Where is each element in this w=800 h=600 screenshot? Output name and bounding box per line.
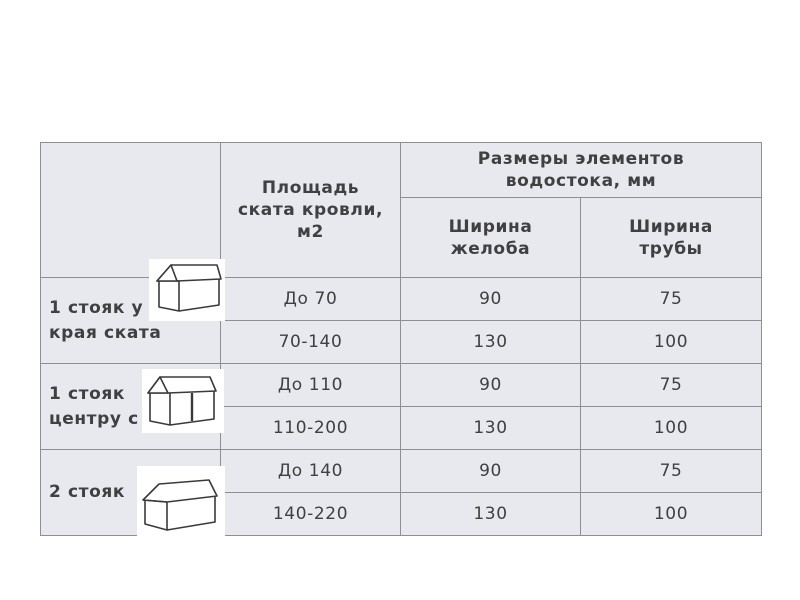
row-label-line-1: 2 стояк xyxy=(49,482,126,502)
cell-pipe-width: 100 xyxy=(581,407,762,450)
cell-area: 140-220 xyxy=(221,493,401,536)
cell-pipe-width: 75 xyxy=(581,450,762,493)
cell-gutter-width: 90 xyxy=(401,278,581,321)
hip-roof-house-icon xyxy=(137,466,225,536)
header-gutter-elements-sizes: Размеры элементов водостока, мм xyxy=(401,143,762,198)
cell-area: До 140 xyxy=(221,450,401,493)
cell-gutter-width: 90 xyxy=(401,364,581,407)
row-label-line-1: 1 стояк xyxy=(49,383,126,404)
header-roof-area: Площадь ската кровли, м2 xyxy=(221,143,401,278)
cell-gutter-width: 90 xyxy=(401,450,581,493)
cell-pipe-width: 75 xyxy=(581,278,762,321)
cell-area: До 70 xyxy=(221,278,401,321)
cell-gutter-width: 130 xyxy=(401,493,581,536)
row-label-one-downpipe-center xyxy=(41,364,221,450)
cell-area: До 110 xyxy=(221,364,401,407)
row-label-two-downpipes xyxy=(41,450,221,536)
gable-roof-house-icon xyxy=(142,369,224,433)
header-gutter-width: Ширина желоба xyxy=(401,198,581,278)
empty-corner-cell xyxy=(41,143,221,278)
cell-pipe-width: 100 xyxy=(581,321,762,364)
gutter-size-table xyxy=(40,142,762,536)
row-label-line-2: края ската xyxy=(49,322,162,343)
cell-pipe-width: 100 xyxy=(581,493,762,536)
cell-area: 110-200 xyxy=(221,407,401,450)
cell-gutter-width: 130 xyxy=(401,407,581,450)
header-pipe-width: Ширина трубы xyxy=(581,198,762,278)
cell-pipe-width: 75 xyxy=(581,364,762,407)
cell-gutter-width: 130 xyxy=(401,321,581,364)
row-label-one-downpipe-edge xyxy=(41,278,221,364)
cell-area: 70-140 xyxy=(221,321,401,364)
row-label-line-1: 1 стояк у xyxy=(49,297,144,318)
row-label-line-2: центру с xyxy=(49,408,139,429)
gable-roof-house-icon xyxy=(149,259,225,321)
